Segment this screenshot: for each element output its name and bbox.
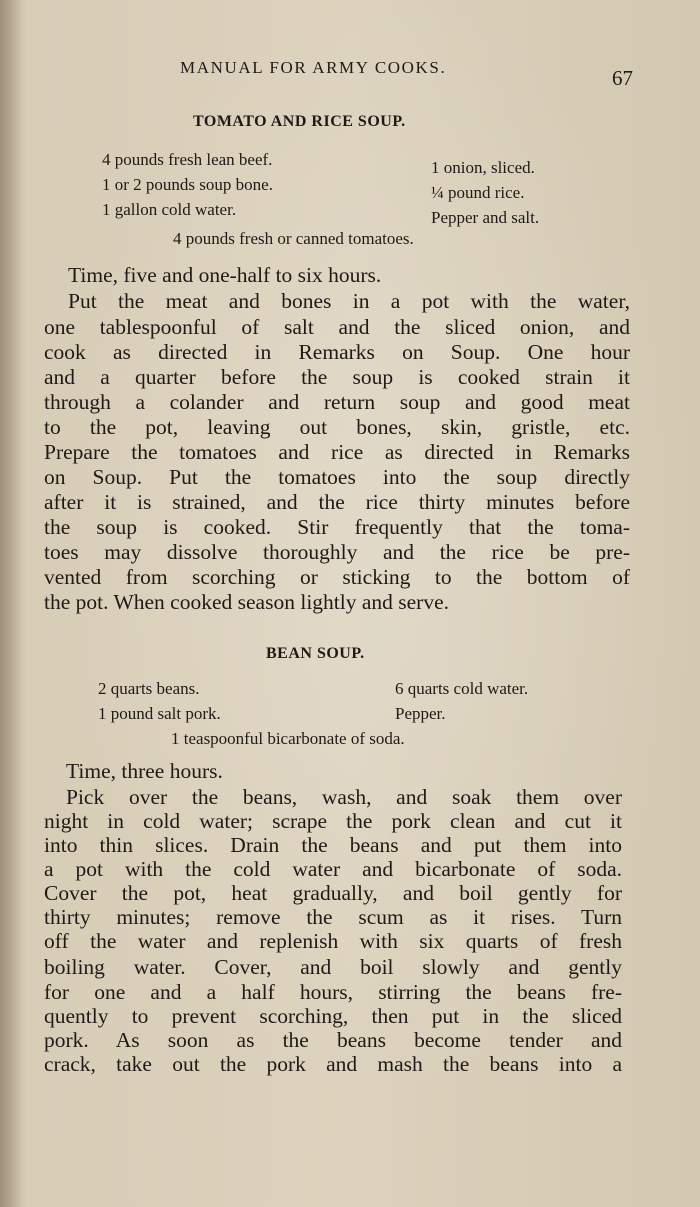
recipe-time-line: Time, five and one-half to six hours. xyxy=(68,263,382,287)
ingredient-item-centered: 1 teaspoonful bicarbonate of soda. xyxy=(171,729,405,748)
body-text-line: off the water and replenish with six quarts of fresh xyxy=(44,929,622,953)
body-text-line: through a colander and return soup and good meat xyxy=(44,390,630,414)
body-text-line: quently to prevent scorching, then put in the sliced xyxy=(44,1004,622,1028)
recipe-time-line: Time, three hours. xyxy=(66,759,223,783)
body-text-line: Cover the pot, heat gradually, and boil gently for xyxy=(44,881,622,905)
body-text-line: night in cold water; scrape the pork clean and cut it xyxy=(44,809,622,833)
body-text-line: boiling water. Cover, and boil slowly and gently xyxy=(44,955,622,979)
page-gutter-shadow xyxy=(0,0,22,1207)
body-text-line: pork. As soon as the beans become tender and xyxy=(44,1028,622,1052)
body-text-line: a pot with the cold water and bicarbonate of soda. xyxy=(44,857,622,881)
ingredient-item: 6 quarts cold water. xyxy=(395,679,529,698)
ingredient-item: ¼ pound rice. xyxy=(431,183,525,202)
body-text-line: into thin slices. Drain the beans and put them into xyxy=(44,833,622,857)
body-text-line: and a quarter before the soup is cooked strain it xyxy=(44,365,630,389)
ingredient-item: 4 pounds fresh lean beef. xyxy=(102,150,273,169)
body-text-line: Pick over the beans, wash, and soak them over xyxy=(66,785,622,809)
recipe-title-tomato-rice: TOMATO AND RICE SOUP. xyxy=(193,113,406,130)
ingredient-item: 2 quarts beans. xyxy=(98,679,200,698)
body-text-line: one tablespoonful of salt and the sliced onion, and xyxy=(44,315,630,339)
ingredient-item: 1 or 2 pounds soup bone. xyxy=(102,175,273,194)
body-text-line: crack, take out the pork and mash the beans into a xyxy=(44,1052,622,1076)
ingredient-item: 1 onion, sliced. xyxy=(431,158,535,177)
body-text-line: Prepare the tomatoes and rice as directed in Remarks xyxy=(44,440,630,464)
body-text-line: the pot. When cooked season lightly and serve. xyxy=(44,590,450,614)
ingredient-item-centered: 4 pounds fresh or canned tomatoes. xyxy=(173,229,414,248)
body-text-line: the soup is cooked. Stir frequently that the toma- xyxy=(44,515,630,539)
recipe-title-bean-soup: BEAN SOUP. xyxy=(266,645,365,662)
ingredient-item: 1 pound salt pork. xyxy=(98,704,221,723)
body-text-line: vented from scorching or sticking to the bottom of xyxy=(44,565,630,589)
ingredient-item: Pepper and salt. xyxy=(431,208,540,227)
body-text-line: Put the meat and bones in a pot with the water, xyxy=(68,289,630,313)
body-text-line: on Soup. Put the tomatoes into the soup directly xyxy=(44,465,630,489)
body-text-line: after it is strained, and the rice thirty minutes before xyxy=(44,490,630,514)
ingredient-item: 1 gallon cold water. xyxy=(102,200,237,219)
ingredient-item: Pepper. xyxy=(395,704,446,723)
body-text-line: toes may dissolve thoroughly and the rice be pre- xyxy=(44,540,630,564)
running-head: MANUAL FOR ARMY COOKS. xyxy=(180,58,447,77)
body-text-line: thirty minutes; remove the scum as it rises. Turn xyxy=(44,905,622,929)
body-text-line: cook as directed in Remarks on Soup. One hour xyxy=(44,340,630,364)
body-text-line: to the pot, leaving out bones, skin, gristle, etc. xyxy=(44,415,630,439)
page-number: 67 xyxy=(612,66,633,90)
body-text-line: for one and a half hours, stirring the beans fre- xyxy=(44,980,622,1004)
